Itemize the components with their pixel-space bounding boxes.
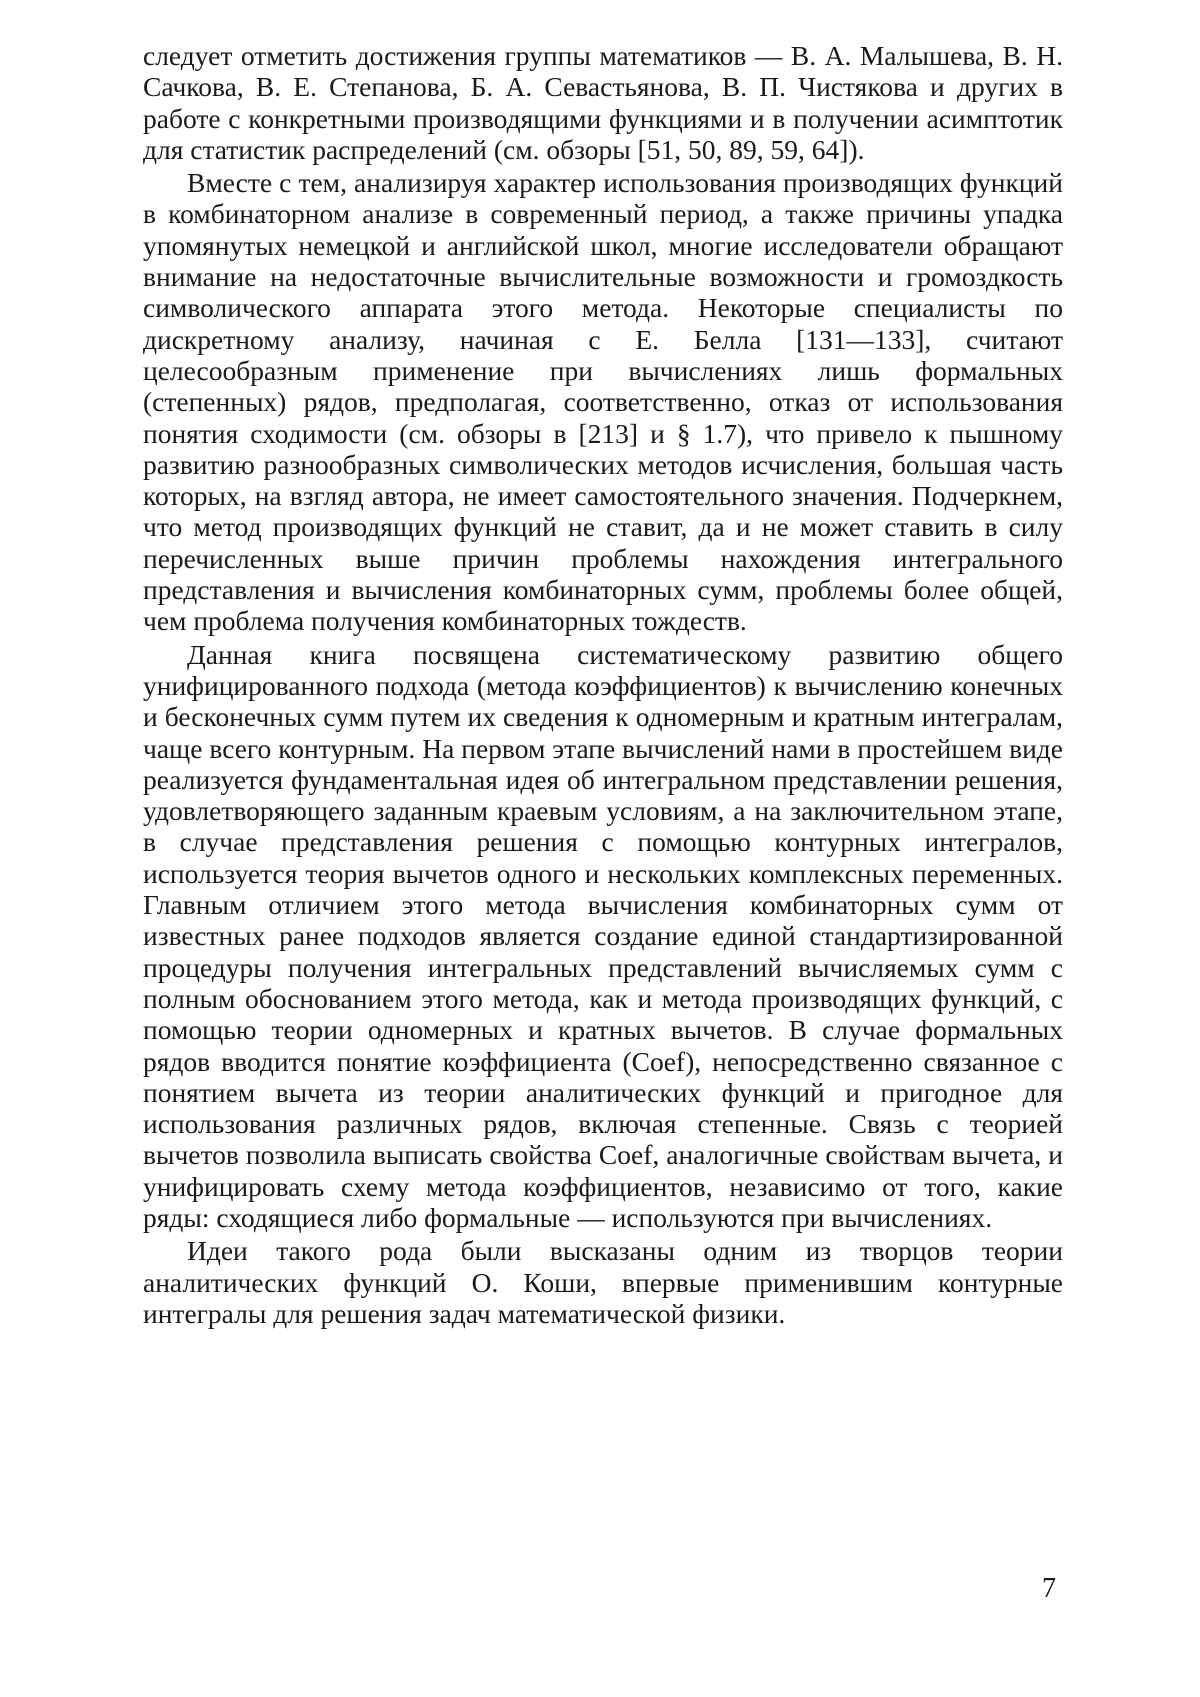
page-number: 7 — [1042, 1573, 1056, 1604]
paragraph: Идеи такого рода были высказаны одним из творцов теории аналитических функций О. Коши, впервые применившим контурные интегралы для решения задач математической физики. — [143, 1235, 1063, 1329]
paragraph-continued: следует отметить достижения группы математиков — В. А. Малышева, В. Н. Сачкова, В. Е. Степанова, Б. А. Севастьянова, В. П. Чистякова и других в работе с конкретными производящими функциями и в получении асимптотик для статистик распределений (см. обзоры [51, 50, 89, 59, 64]). — [143, 40, 1063, 165]
paragraph: Данная книга посвящена систематическому развитию общего унифицированного подхода (метода коэффициентов) к вычислению конечных и бесконечных сумм путем их сведения к одномерным и кратным интегралам, чаще всего контурным. На первом этапе вычислений нами в простейшем виде реализуется фундаментальная идея об интегральном представлении решения, удовлетворяющего заданным краевым условиям, а на заключительном этапе, в случае представления решения с помощью контурных интегралов, используется теория вычетов одного и нескольких комплексных переменных. Главным отличием этого метода вычисления комбинаторных сумм от известных ранее подходов является создание единой стандартизированной процедуры получения интегральных представлений вычисляемых сумм с полным обоснованием этого метода, как и метода производящих функций, с помощью теории одномерных и кратных вычетов. В случае формальных рядов вводится понятие коэффициента (Coef), непосредственно связанное с понятием вычета из теории аналитических функций и пригодное для использования различных рядов, включая степенные. Связь с теорией вычетов позволила выписать свойства Coef, аналогичные свойствам вычета, и унифицировать схему метода коэффициентов, независимо от того, какие ряды: сходящиеся либо формальные — используются при вычислениях. — [143, 638, 1063, 1233]
paragraph: Вместе с тем, анализируя характер использования производящих функций в комбинаторном анализе в современный период, а также причины упадка упомянутых немецкой и английской школ, многие исследователи обращают внимание на недостаточные вычислительные возможности и громоздкость символического аппарата этого метода. Некоторые специалисты по дискретному анализу, начиная с Е. Белла [131—133], считают целесообразным применение при вычислениях лишь формальных (степенных) рядов, предполагая, соответственно, отказ от использования понятия сходимости (см. обзоры в [213] и § 1.7), что привело к пышному развитию разнообразных символических методов исчисления, большая часть которых, на взгляд автора, не имеет самостоятельного значения. Подчеркнем, что метод производящих функций не ставит, да и не может ставить в силу перечисленных выше причин проблемы нахождения интегрального представления и вычисления комбинаторных сумм, проблемы более общей, чем проблема получения комбинаторных тождеств. — [143, 167, 1063, 637]
page-body — [143, 40, 1063, 1331]
